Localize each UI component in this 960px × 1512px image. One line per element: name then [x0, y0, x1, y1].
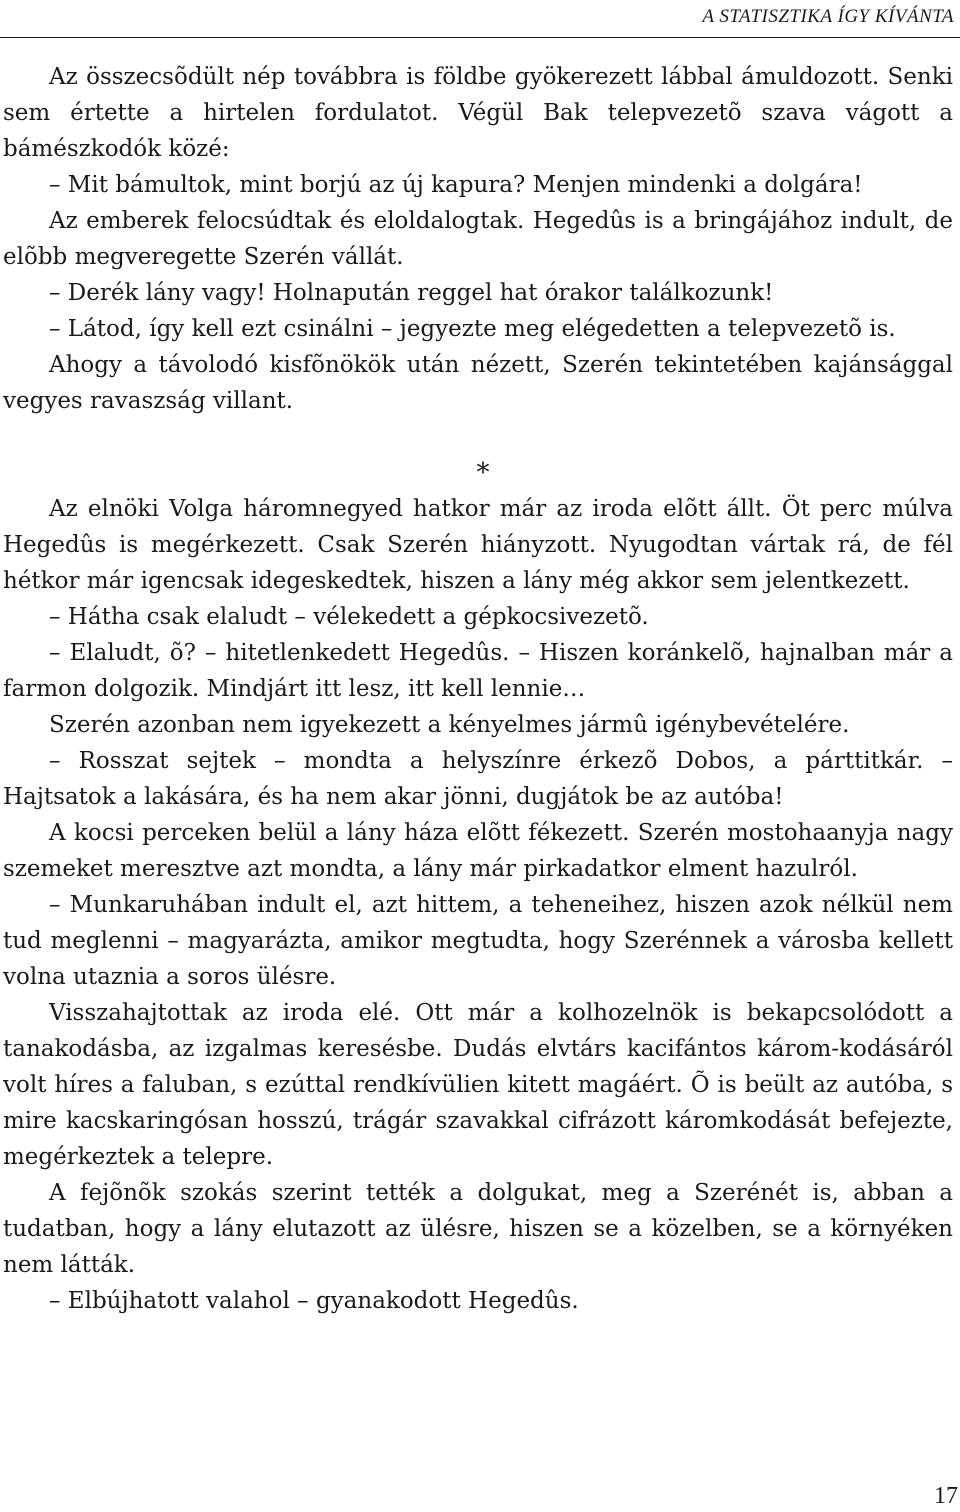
section-separator: * — [476, 458, 490, 488]
paragraph: – Elbújhatott valahol – gyanakodott Hegedûs. — [49, 1288, 579, 1314]
paragraph: – Látod, így kell ezt csinálni – jegyezte meg elégedetten a telepvezetõ is. — [49, 316, 896, 342]
paragraph: Szerén azonban nem igyekezett a kényelmes jármû igénybevételére. — [49, 712, 850, 738]
paragraph: – Rosszat sejtek – mondta a helyszínre érkezõ Dobos, a párttitkár. – Hajtsatok a lakására, és ha nem akar jönni, dugjátok be az autóba! — [3, 748, 953, 810]
paragraph: – Mit bámultok, mint borjú az új kapura? Menjen mindenki a dolgára! — [49, 172, 863, 198]
paragraph: Az emberek felocsúdtak és eloldalogtak. Hegedûs is a bringájához indult, de elõbb megveregette Szerén vállát. — [3, 208, 953, 270]
page-number: 17 — [934, 1483, 958, 1509]
paragraph: – Derék lány vagy! Holnapután reggel hat órakor találkozunk! — [49, 280, 774, 306]
paragraph: A fejõnõk szokás szerint tették a dolgukat, meg a Szerénét is, abban a tudatban, hogy a lány elutazott az ülésre, hiszen se a közelben, se a környéken nem látták. — [3, 1180, 953, 1278]
paragraph: Ahogy a távolodó kisfõnökök után nézett, Szerén tekintetében kajánsággal vegyes ravaszság villant. — [3, 352, 953, 414]
paragraph: – Hátha csak elaludt – vélekedett a gépkocsivezetõ. — [49, 604, 649, 630]
body-text — [3, 59, 953, 1319]
paragraph: – Elaludt, õ? – hitetlenkedett Hegedûs. – Hiszen koránkelõ, hajnalban már a farmon dolgozik. Mindjárt itt lesz, itt kell lennie… — [3, 640, 953, 702]
paragraph: A kocsi perceken belül a lány háza elõtt fékezett. Szerén mostohaanyja nagy szemeket meresztve azt mondta, a lány már pirkadatkor elment hazulról. — [3, 820, 953, 882]
running-header: A STATISZTIKA ÍGY KÍVÁNTA — [702, 6, 954, 27]
paragraph: Az elnöki Volga háromnegyed hatkor már az iroda elõtt állt. Öt perc múlva Hegedûs is megérkezett. Csak Szerén hiányzott. Nyugodtan vártak rá, de fél hétkor már igencsak idegeskedtek, hiszen a lány még akkor sem jelentkezett. — [3, 496, 953, 594]
paragraph: Az összecsõdült nép továbbra is földbe gyökerezett lábbal ámuldozott. Senki sem értette a hirtelen fordulatot. Végül Bak telepvezetõ szava vágott a bámészkodók közé: — [3, 64, 953, 162]
paragraph: Visszahajtottak az iroda elé. Ott már a kolhozelnök is bekapcsolódott a tanakodásba, az izgalmas keresésbe. Dudás elvtárs kacifántos károm-kodásáról volt híres a faluban, s ezúttal rendkívülien kitett magáért. Õ is beült az autóba, s mire kacskaringósan hosszú, trágár szavakkal cifrázott káromkodását befejezte, megérkeztek a telepre. — [3, 1000, 953, 1170]
paragraph: – Munkaruhában indult el, azt hittem, a teheneihez, hiszen azok nélkül nem tud meglenni – magyarázta, amikor megtudta, hogy Szerénnek a városba kellett volna utaznia a soros ülésre. — [3, 892, 953, 990]
header-rule — [0, 37, 960, 38]
